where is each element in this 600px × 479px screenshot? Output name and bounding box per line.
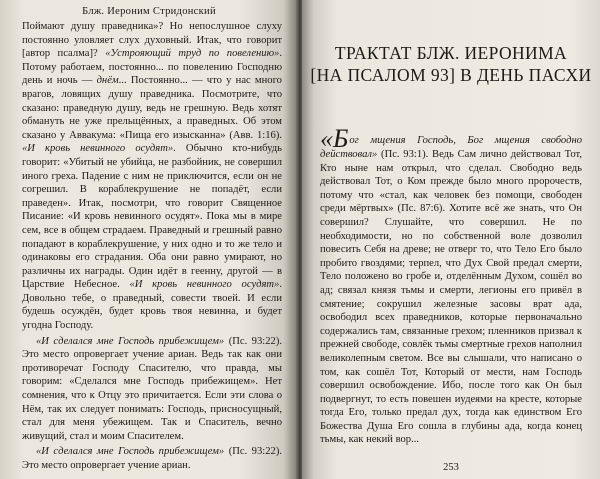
right-page xyxy=(302,0,600,479)
paragraph xyxy=(22,335,282,444)
running-head: Блж. Иероним Стридонский xyxy=(82,6,216,17)
chapter-title xyxy=(302,42,600,86)
text-run: (Пс. 93:1). Ведь Сам лично действовал Тот, Кто ныне нам открыл, что сделал. Свободно ведь действовал Тот, о Ком прежде было много пророчеств, потому что «стал, как человек без помощи, свободен среди мёртвых» (Пс. 87:6). Хотите всё же знать, что Он совершил? Слушайте, что совершил. Не по необходимости, но по собственной воле дозволил повесить Себя на древе; не отверг то, что Тело Его было пробито гвоздями; терпел, что Дух Свой предал смерти, Тело положено во гробе и, отделённым Духом, сошёл во ад; связал князя тьмы и смерти, легионы его привёл в смятение; сокрушил железные засовы врат ада, освободил всех праведников, которые первоначально содержались там, связанные грехом; пленников призвал к прежней свободе, совлёк тьмы смертные грехов наполнил великолепным светом. Все вы слышали, что написано о том, как сошёл Тот, Который от мести, нам Господь совершил освобождение. Ибо, после того как Он был подвергнут, то есть повешен иудеями на кресте, которые тогда Его, только предал дух, тогда как единством Его Божества Душа Его сошла в глубины ада, когда конец тьмы, как некий вор... xyxy=(320,149,582,446)
page-number: 253 xyxy=(443,462,459,473)
text-run: . Довольно тебе, о праведный, совести твоей. И если будешь осуждён, будет кровь твоя невинна, и будет угодна Господу. xyxy=(22,279,283,332)
chapter-title-line-1: ТРАКТАТ БЛЖ. ИЕРОНИМА xyxy=(334,43,568,63)
left-page xyxy=(0,0,298,479)
italic-quote: «И сделался мне Господь прибежищем» xyxy=(36,446,225,458)
chapter-title-line-2: [НА ПСАЛОМ 93] В ДЕНЬ ПАСХИ xyxy=(310,65,592,85)
italic-quote: «И кровь невинного осудят» xyxy=(22,143,174,155)
right-page-text xyxy=(320,124,582,447)
italic-quote: ог мщения Господь, Бог мщения свободно действовал» xyxy=(320,135,582,160)
italic-quote: днём xyxy=(96,75,119,87)
text-run: ... Постоянно... — что у нас много врагов, ловящих душу праведника. Посмотрите, что сказано: праведную душу, ведь не грешную. Ведь хотят обмануть не уже прельщённых, а праведных. Об этом сказано у Аввакума: «Пища его изысканна» (Авв. 1:16). xyxy=(22,75,282,141)
text-run: (Пс. 93:22). Это место опровергает учение ариан. xyxy=(22,446,282,471)
italic-quote: «И кровь невинного осудят» xyxy=(129,279,280,291)
paragraph xyxy=(22,20,282,333)
left-page-text xyxy=(22,20,282,473)
text-run: . Потому работаем, постоянно... по повелению Господню день и ночь — xyxy=(22,48,282,87)
paragraph xyxy=(22,445,282,472)
drop-cap: «Б xyxy=(320,124,349,153)
italic-quote: «Устрояющий труд по повелению» xyxy=(105,48,280,60)
text-run: . Обычно кто-нибудь говорит: «Убитый не убийца, не разбойник, не совершил иного греха. Падение с ним не приключится, если он не согрешил. В кораблекрушение не попадёт, если праведен». Итак, посмотри, что говорит Священное Писание: «И кровь невинного осудят». Пока мы в мире сем, все в общем страдаем. Праведный и грешный равно попадают в кораблекрушение, у них одно и то же тело и одинаковы его страдания. Оба они равно умирают, но различны их награды. Один идёт в геенну, другой — в Царствие Небесное. xyxy=(22,143,282,291)
italic-quote: «И сделался мне Господь прибежищем» xyxy=(36,335,225,347)
text-run: (Пс. 93:22). Это место опровергает учение ариан. Ведь так как они противоречат Господу Спасителю, что правда, мы говорим: «Сделался мне Господь прибежищем». Нет сомнения, что к Отцу это причитается. Если эти слова о Нём, так их следует понимать: Господь, присносущный, стал для меня убежищем. Так и Спаситель, вечно живущий, стал и моим Спасителем. xyxy=(22,335,282,442)
text-run: Поймают душу праведника»? Но непослушное слуху постоянно уловляет слух духовный. Итак, что говорит [автор псалма]? xyxy=(22,21,282,60)
paragraph xyxy=(320,124,582,447)
